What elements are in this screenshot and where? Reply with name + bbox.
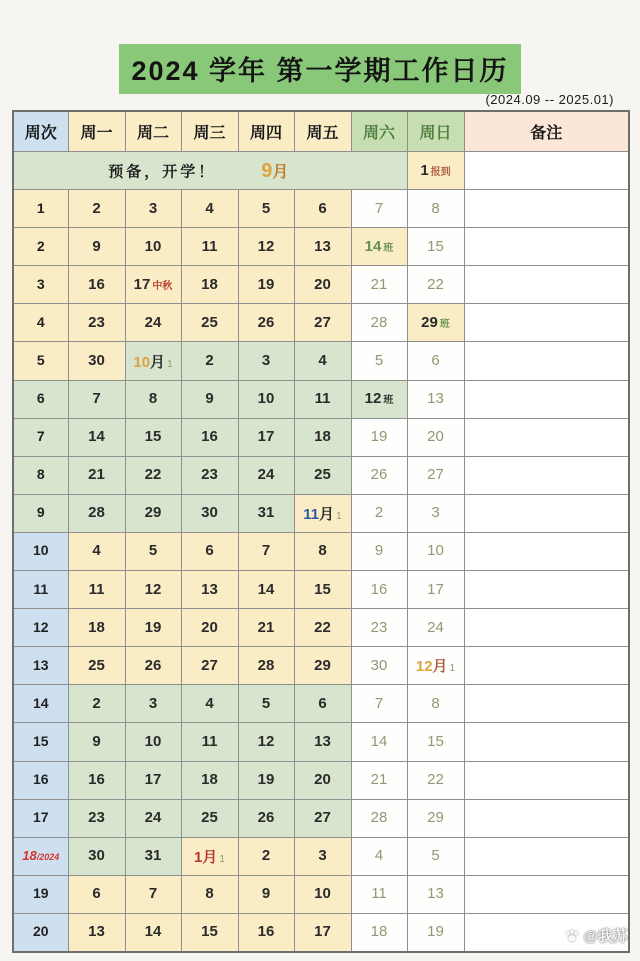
day-cell: 7 [351, 685, 407, 723]
column-header-1: 周次 [13, 111, 68, 152]
week-row [13, 913, 629, 952]
day-cell: 2 [68, 190, 125, 228]
day-cell: 14 [68, 418, 125, 456]
week-number-cell: 20 [13, 913, 68, 952]
week-number-cell: 14 [13, 685, 68, 723]
day-cell: 29 [125, 494, 181, 532]
day-cell: 15 [407, 723, 464, 761]
day-cell: 30 [181, 494, 238, 532]
day-cell: 18 [68, 609, 125, 647]
note-cell [464, 761, 629, 799]
day-cell: 26 [238, 304, 294, 342]
day-cell: 10 [407, 532, 464, 570]
day-cell: 25 [181, 799, 238, 837]
day-cell: 9 [68, 228, 125, 266]
week-row [13, 494, 629, 532]
day-cell: 6 [181, 532, 238, 570]
week-number-cell: 1 [13, 190, 68, 228]
day-cell: 8 [181, 875, 238, 913]
day-cell: 11 [181, 228, 238, 266]
day-cell: 9 [68, 723, 125, 761]
day-cell: 7 [68, 380, 125, 418]
day-cell: 5 [125, 532, 181, 570]
day-cell: 30 [68, 342, 125, 380]
day-cell: 7 [238, 532, 294, 570]
day-cell: 8 [407, 685, 464, 723]
day-cell: 6 [294, 685, 351, 723]
day-cell: 13 [294, 723, 351, 761]
day-cell: 16 [68, 761, 125, 799]
day-cell: 25 [294, 456, 351, 494]
column-header-7: 周六 [351, 111, 407, 152]
day-cell: 13 [407, 380, 464, 418]
column-header-4: 周三 [181, 111, 238, 152]
day-cell: 19 [125, 609, 181, 647]
day-cell: 12 班 [351, 380, 407, 418]
day-cell: 4 [181, 685, 238, 723]
week-number-cell: 15 [13, 723, 68, 761]
week-number-cell: 6 [13, 380, 68, 418]
day-cell: 11 [351, 875, 407, 913]
day-cell: 14 [125, 913, 181, 952]
day-cell: 17 [407, 571, 464, 609]
day-cell: 5 [407, 837, 464, 875]
week-row [13, 837, 629, 875]
day-cell: 21 [238, 609, 294, 647]
column-header-9: 备注 [464, 111, 629, 152]
column-header-3: 周二 [125, 111, 181, 152]
note-cell [464, 494, 629, 532]
day-cell: 18 [181, 761, 238, 799]
day-cell: 28 [238, 647, 294, 685]
day-cell: 21 [351, 761, 407, 799]
week-row [13, 304, 629, 342]
week-number-cell: 3 [13, 266, 68, 304]
day-cell: 28 [351, 304, 407, 342]
day-cell: 12 [238, 228, 294, 266]
day-cell: 1月 1 [181, 837, 238, 875]
week-row [13, 875, 629, 913]
day-cell: 8 [125, 380, 181, 418]
week-number-cell: 8 [13, 456, 68, 494]
day-cell: 24 [125, 304, 181, 342]
column-header-2: 周一 [68, 111, 125, 152]
month-label: 9月 [261, 159, 289, 182]
day-cell: 27 [181, 647, 238, 685]
day-cell: 8 [407, 190, 464, 228]
note-cell [464, 647, 629, 685]
week-row [13, 609, 629, 647]
day-cell: 12 [238, 723, 294, 761]
day-cell: 4 [351, 837, 407, 875]
day-cell: 15 [294, 571, 351, 609]
day-cell: 18 [351, 913, 407, 952]
day-cell: 20 [181, 609, 238, 647]
day-cell: 23 [68, 799, 125, 837]
day-cell: 30 [351, 647, 407, 685]
day-cell: 27 [407, 456, 464, 494]
day-cell: 24 [407, 609, 464, 647]
day-cell: 29 班 [407, 304, 464, 342]
day-cell: 4 [181, 190, 238, 228]
day-cell: 10 [294, 875, 351, 913]
day-cell: 14 班 [351, 228, 407, 266]
note-cell [464, 723, 629, 761]
note-cell [464, 532, 629, 570]
day-cell: 6 [294, 190, 351, 228]
day-cell: 6 [407, 342, 464, 380]
note-cell [464, 685, 629, 723]
week-number-cell: 11 [13, 571, 68, 609]
day-cell: 11月 1 [294, 494, 351, 532]
day-cell: 12 [125, 571, 181, 609]
page-title [0, 44, 640, 94]
note-cell [464, 304, 629, 342]
day-cell: 11 [181, 723, 238, 761]
week-row [13, 723, 629, 761]
column-header-5: 周四 [238, 111, 294, 152]
day-cell: 3 [294, 837, 351, 875]
day-cell: 16 [181, 418, 238, 456]
day-cell: 3 [238, 342, 294, 380]
week-row [13, 456, 629, 494]
day-cell: 18 [181, 266, 238, 304]
day-cell: 20 [294, 761, 351, 799]
day-cell: 10月 1 [125, 342, 181, 380]
day-cell: 7 [351, 190, 407, 228]
day-cell: 2 [351, 494, 407, 532]
day-cell: 11 [68, 571, 125, 609]
week-number-cell: 9 [13, 494, 68, 532]
week-number-cell: 5 [13, 342, 68, 380]
week-number-cell: 16 [13, 761, 68, 799]
week-row [13, 342, 629, 380]
calendar-body [13, 152, 629, 953]
day-cell: 2 [238, 837, 294, 875]
day-cell: 17 [238, 418, 294, 456]
month-band-cell [13, 152, 407, 190]
note-cell [464, 609, 629, 647]
week-row [13, 647, 629, 685]
day-cell: 7 [125, 875, 181, 913]
week-number-cell: 13 [13, 647, 68, 685]
note-cell [464, 228, 629, 266]
day-cell: 31 [238, 494, 294, 532]
day-cell: 28 [68, 494, 125, 532]
day-cell: 26 [125, 647, 181, 685]
day-cell: 22 [407, 761, 464, 799]
day-cell: 26 [238, 799, 294, 837]
day-cell: 19 [238, 761, 294, 799]
day-cell: 20 [407, 418, 464, 456]
watermark-text: @我苏 [583, 928, 628, 945]
week-row [13, 380, 629, 418]
day-cell: 15 [125, 418, 181, 456]
day-cell: 27 [294, 304, 351, 342]
day-cell: 14 [238, 571, 294, 609]
header-row [13, 111, 629, 152]
day-cell: 25 [181, 304, 238, 342]
day-cell: 17 [125, 761, 181, 799]
day-cell: 18 [294, 418, 351, 456]
day-cell: 3 [125, 190, 181, 228]
day-cell: 2 [68, 685, 125, 723]
day-cell: 25 [68, 647, 125, 685]
day-cell: 19 [238, 266, 294, 304]
day-cell: 5 [238, 190, 294, 228]
week-row [13, 418, 629, 456]
day-cell: 29 [294, 647, 351, 685]
day-cell: 13 [68, 913, 125, 952]
week-row [13, 685, 629, 723]
day-cell: 23 [181, 456, 238, 494]
day-cell: 17 [294, 913, 351, 952]
day-cell: 10 [125, 723, 181, 761]
week-row [13, 571, 629, 609]
column-header-6: 周五 [294, 111, 351, 152]
page-title-text: 2024 学年 第一学期工作日历 [119, 44, 520, 94]
day-cell: 5 [351, 342, 407, 380]
note-cell [464, 456, 629, 494]
week-row [13, 799, 629, 837]
week-number-cell: 2 [13, 228, 68, 266]
paw-icon [564, 928, 580, 944]
week-row [13, 761, 629, 799]
day-cell: 6 [68, 875, 125, 913]
day-cell: 13 [407, 875, 464, 913]
week-row [13, 266, 629, 304]
day-cell: 29 [407, 799, 464, 837]
note-cell [464, 875, 629, 913]
note-cell [464, 152, 629, 190]
day-cell: 21 [351, 266, 407, 304]
day-cell: 5 [238, 685, 294, 723]
week-number-cell: 18/2024 [13, 837, 68, 875]
day-cell: 15 [181, 913, 238, 952]
note-cell [464, 266, 629, 304]
day-cell: 21 [68, 456, 125, 494]
day-cell: 3 [407, 494, 464, 532]
day-cell: 26 [351, 456, 407, 494]
week-number-cell: 12 [13, 609, 68, 647]
day-cell: 22 [294, 609, 351, 647]
day-cell: 17 中秋 [125, 266, 181, 304]
week-number-cell: 10 [13, 532, 68, 570]
week-row [13, 228, 629, 266]
day-cell: 19 [407, 913, 464, 952]
day-cell-sept1: 1 报到 [407, 152, 464, 190]
day-cell: 4 [294, 342, 351, 380]
week-number-cell: 19 [13, 875, 68, 913]
day-cell: 2 [181, 342, 238, 380]
day-cell: 23 [351, 609, 407, 647]
day-cell: 10 [238, 380, 294, 418]
day-cell: 27 [294, 799, 351, 837]
day-cell: 3 [125, 685, 181, 723]
month-note: 预备，开学！ [108, 163, 217, 181]
day-cell: 13 [181, 571, 238, 609]
day-cell: 24 [125, 799, 181, 837]
day-cell: 13 [294, 228, 351, 266]
column-header-8: 周日 [407, 111, 464, 152]
day-cell: 24 [238, 456, 294, 494]
work-calendar-table [12, 110, 630, 953]
day-cell: 16 [351, 571, 407, 609]
week-row [13, 532, 629, 570]
week-number-cell: 17 [13, 799, 68, 837]
day-cell: 16 [238, 913, 294, 952]
day-cell: 23 [68, 304, 125, 342]
week-number-cell: 4 [13, 304, 68, 342]
day-cell: 4 [68, 532, 125, 570]
day-cell: 9 [181, 380, 238, 418]
day-cell: 15 [407, 228, 464, 266]
day-cell: 11 [294, 380, 351, 418]
week-number-cell: 7 [13, 418, 68, 456]
day-cell: 19 [351, 418, 407, 456]
note-cell [464, 380, 629, 418]
note-cell [464, 342, 629, 380]
note-cell [464, 571, 629, 609]
day-cell: 28 [351, 799, 407, 837]
day-cell: 14 [351, 723, 407, 761]
day-cell: 8 [294, 532, 351, 570]
watermark [564, 925, 628, 946]
date-range: (2024.09 -- 2025.01) [485, 92, 614, 107]
note-cell [464, 799, 629, 837]
day-cell: 12月 1 [407, 647, 464, 685]
day-cell: 20 [294, 266, 351, 304]
day-cell: 31 [125, 837, 181, 875]
week-row [13, 190, 629, 228]
day-cell: 10 [125, 228, 181, 266]
month-row [13, 152, 629, 190]
day-cell: 22 [407, 266, 464, 304]
day-cell: 22 [125, 456, 181, 494]
day-cell: 9 [351, 532, 407, 570]
day-cell: 16 [68, 266, 125, 304]
note-cell [464, 190, 629, 228]
note-cell [464, 418, 629, 456]
note-cell [464, 837, 629, 875]
day-cell: 30 [68, 837, 125, 875]
day-cell: 9 [238, 875, 294, 913]
